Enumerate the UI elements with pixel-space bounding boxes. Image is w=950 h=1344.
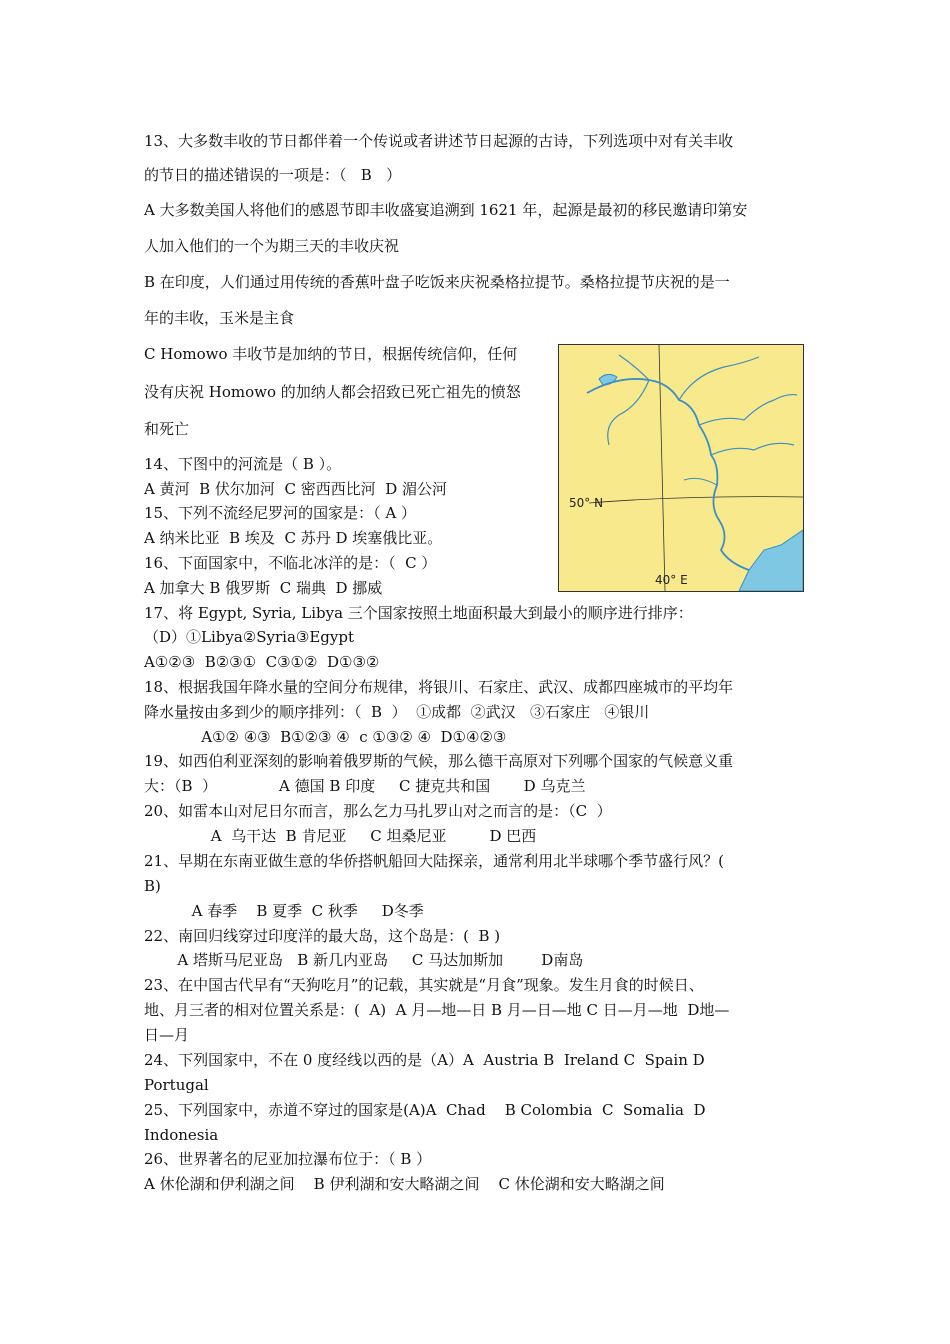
question-13-line-2: 的节日的描述错误的一项是：（ B ） bbox=[144, 166, 402, 184]
latitude-line bbox=[589, 497, 803, 503]
tributary-west bbox=[608, 380, 649, 445]
question-17: 17、将 Egypt, Syria, Libya 三个国家按照土地面积最大到最小的顺序进行排序： bbox=[144, 604, 693, 622]
main-river bbox=[587, 379, 749, 570]
question-13-option-b-line-2: 年的丰收，玉米是主食 bbox=[144, 309, 295, 327]
question-13-option-b-line-1: B 在印度，人们通过用传统的香蕉叶盘子吃饭来庆祝桑格拉提节。桑格拉提节庆祝的是一 bbox=[144, 273, 730, 291]
question-25-line-2: Indonesia bbox=[144, 1126, 219, 1144]
question-13-option-c-line-2: 没有庆祝 Homowo 的加纳人都会招致已死亡祖先的愤怒 bbox=[144, 383, 521, 401]
question-21-line-2: B) bbox=[144, 877, 161, 895]
question-13-option-c-line-3: 和死亡 bbox=[144, 420, 190, 438]
question-18-options: A①② ④③ B①②③ ④ c ①③② ④ D①④②③ bbox=[144, 728, 507, 746]
question-15-options: A 纳米比亚 B 埃及 C 苏丹 D 埃塞俄比亚。 bbox=[144, 529, 443, 547]
question-13-line-1: 13、大多数丰收的节日都伴着一个传说或者讲述节日起源的古诗，下列选项中对有关丰收 bbox=[144, 132, 734, 150]
question-21-options: A 春季 B 夏季 C 秋季 D冬季 bbox=[144, 902, 424, 920]
question-20: 20、如雷本山对尼日尔而言，那么乞力马扎罗山对之而言的是：（C ） bbox=[144, 802, 612, 820]
tributary-oka bbox=[684, 478, 717, 485]
question-23-line-2: 地、月三者的相对位置关系是：( A) A 月—地—日 B 月—日—地 C 日—月—地 D地— bbox=[144, 1001, 730, 1019]
question-16: 16、下面国家中，不临北冰洋的是：（ C ） bbox=[144, 554, 437, 572]
question-20-options: A 乌干达 B 肯尼亚 C 坦桑尼亚 D 巴西 bbox=[144, 827, 537, 845]
latitude-label: 50° N bbox=[569, 496, 604, 510]
question-18-line-1: 18、根据我国年降水量的空间分布规律，将银川、石家庄、武汉、成都四座城市的平均年 bbox=[144, 678, 734, 696]
longitude-line bbox=[659, 345, 665, 591]
question-17-answer: （D）①Libya②Syria③Egypt bbox=[144, 628, 355, 646]
question-19-line-1: 19、如西伯利亚深刻的影响着俄罗斯的气候，那么德干高原对下列哪个国家的气候意义重 bbox=[144, 752, 734, 770]
question-16-options: A 加拿大 B 俄罗斯 C 瑞典 D 挪威 bbox=[144, 579, 383, 597]
river-map-figure bbox=[558, 344, 804, 592]
sea-area bbox=[739, 530, 803, 591]
question-19-line-2: 大：（B ） A 德国 B 印度 C 捷克共和国 D 乌克兰 bbox=[144, 777, 586, 795]
question-22: 22、南回归线穿过印度洋的最大岛，这个岛是：( B ) bbox=[144, 927, 501, 945]
question-13-option-a-line-2: 人加入他们的一个为期三天的丰收庆祝 bbox=[144, 237, 400, 255]
question-24-line-2: Portugal bbox=[144, 1076, 209, 1094]
tributary-east bbox=[699, 395, 797, 425]
question-18-line-2: 降水量按由多到少的顺序排列：（ B ） ①成都 ②武汉 ③石家庄 ④银川 bbox=[144, 703, 650, 721]
question-14-options: A 黄河 B 伏尔加河 C 密西西比河 D 湄公河 bbox=[144, 480, 448, 498]
question-22-options: A 塔斯马尼亚岛 B 新几内亚岛 C 马达加斯加 D南岛 bbox=[144, 951, 584, 969]
question-26-options: A 休伦湖和伊利湖之间 B 伊利湖和安大略湖之间 C 休伦湖和安大略湖之间 bbox=[144, 1175, 665, 1193]
tributary-upper bbox=[619, 355, 649, 380]
question-14: 14、下图中的河流是（ B ）。 bbox=[144, 455, 342, 473]
tributary-kama bbox=[711, 443, 794, 455]
river-map-drawing bbox=[559, 345, 803, 591]
question-23-line-3: 日—月 bbox=[144, 1026, 190, 1044]
question-26: 26、世界著名的尼亚加拉瀑布位于：（ B ） bbox=[144, 1150, 432, 1168]
question-25-line-1: 25、下列国家中，赤道不穿过的国家是(A)A Chad B Colombia C Somalia D bbox=[144, 1101, 706, 1119]
question-13-option-a-line-1: A 大多数美国人将他们的感恩节即丰收盛宴追溯到 1621 年，起源是最初的移民邀请印第安 bbox=[144, 201, 748, 219]
question-15: 15、下列不流经尼罗河的国家是：（ A ） bbox=[144, 504, 416, 522]
question-23-line-1: 23、在中国古代早有“天狗吃月”的记载，其实就是“月食”现象。发生月食的时候日、 bbox=[144, 976, 704, 994]
question-21-line-1: 21、早期在东南亚做生意的华侨搭帆船回大陆探亲，通常利用北半球哪个季节盛行风？( bbox=[144, 852, 724, 870]
question-17-options: A①②③ B②③① C③①② D①③② bbox=[144, 653, 380, 671]
longitude-label: 40° E bbox=[655, 573, 688, 587]
question-13-option-c-line-1: C Homowo 丰收节是加纳的节日，根据传统信仰，任何 bbox=[144, 345, 518, 363]
tributary-north bbox=[679, 357, 759, 400]
question-24-line-1: 24、下列国家中，不在 0 度经线以西的是（A）A Austria B Ireland C Spain D bbox=[144, 1051, 705, 1069]
